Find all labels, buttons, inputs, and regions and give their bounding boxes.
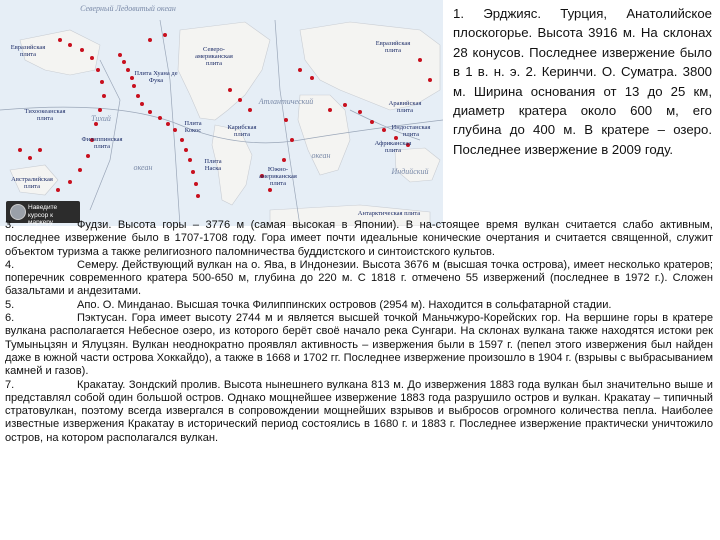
- label-philippine-plate: Филиппинская плита: [81, 136, 123, 150]
- label-atlantic-ocean: Атлантический: [258, 97, 314, 106]
- volcano-item-number: 5.: [5, 298, 15, 311]
- volcano-item-text: Апо. О. Минданао. Высшая точка Филиппинских островов (2954 м). Находится в сольфатарной стадии.: [77, 298, 612, 311]
- side-paragraph: 1. Эрджияс. Турция, Анатолийское плоскогорье. Высота 3916 м. На склонах 28 конусов. Последнее извержение было в 1 в. н. э. 2. Керинчи. О. Суматра. 3800 м. Ширина основания от 13 до 25 км, диаметр кратера около 600 м, его глубина до 400 м. В кратере – озеро. Последнее извержение в 2009 году.: [453, 6, 712, 157]
- label-north-american-plate: Северо-американская плита: [195, 46, 233, 67]
- volcano-item-number: 7.: [5, 378, 15, 391]
- tooltip-text: Наведите курсор к маркеру: [28, 204, 58, 226]
- label-pacific-plate: Тихоокеанская плита: [24, 108, 66, 122]
- volcano-item-number: 3.: [5, 219, 15, 231]
- label-eurasian-plate-right: Евразийская плита: [375, 40, 411, 54]
- volcano-item-text: Пэктусан. Гора имеет высоту 2744 м и является высшей точкой Маньчжуро-Корейских гор. На вершине горы в кратере вулкана располагается Небесное озеро, из которого берёт своё начало река Сунгари. На склонах вулкана также находятся истоки рек Тумыньцзян и Ялуцзян. Вулкан неоднократно проявлял активность – извержения были в 1597 г. (пепел этого извержения был найден даже в южной части острова Хоккайдо), а также в 1668 и 1702 гг. Последнее извержение произошло в 1904 г. (взрывы с выбрасыванием камней и газов).: [5, 312, 713, 378]
- side-text-block: [453, 4, 712, 159]
- volcano-item-number: 6.: [5, 312, 15, 325]
- label-antarctic-plate: Антарктическая плита: [357, 210, 421, 217]
- volcano-item-number: 4.: [5, 258, 15, 271]
- label-caribbean-plate: Карибская плита: [227, 124, 257, 138]
- label-indian-ocean: Индийский: [391, 167, 429, 176]
- label-arabian-plate: Аравийская плита: [388, 100, 422, 114]
- label-australian-plate: Австралийская плита: [11, 176, 53, 190]
- volcano-item: [5, 259, 713, 299]
- label-african-plate: Африканская плита: [374, 140, 412, 154]
- volcano-item: [5, 312, 713, 378]
- volcano-item: [5, 379, 713, 445]
- label-ocean-word-2: океан: [133, 163, 153, 172]
- label-arctic-ocean: Северный Ледовитый океан: [80, 4, 176, 13]
- volcano-item-text: Кракатау. Зондский пролив. Высота нынешнего вулкана 813 м. До извержения 1883 года вулкан был значительно выше и представлял собой один большой остров. Однако мощнейшее извержение 1883 года разрушило остров и вулкан. Кракатау – типичный стратовулкан, поэтому всегда извергался в сопровождении мощнейших взрывов и выбросов огромного количества пепла. Наиболее известные извержения Кракатау в исторический период состоялись в 1680 г. и 1883 г. Последнее извержение практически уничтожило остров, на котором располагался вулкан.: [5, 378, 713, 444]
- label-eurasian-plate-left: Евразийская плита: [10, 44, 46, 58]
- volcano-item: [5, 219, 713, 259]
- label-cocos-plate: Плита Кокос: [184, 120, 202, 134]
- label-ocean-word: океан: [311, 151, 331, 160]
- label-nazca-plate: Плита Наска: [204, 158, 222, 172]
- label-indo-australian-plate: Индостанская плита: [391, 124, 431, 138]
- tectonic-plates-map: [0, 0, 443, 226]
- cursor-marker-icon: [10, 204, 26, 220]
- volcano-list: [5, 219, 713, 445]
- label-juan-de-fuca-plate: Плита Хуана де Фука: [134, 70, 178, 84]
- volcano-item-text: Фудзи. Высота горы – 3776 м (самая высокая в Японии). В на-стоящее время вулкан считается слабо активным, последнее извержение было в 1707-1708 году. Гора имеет почти идеальные конические очертания и считается священной, служит объектом туризма а также религиозного паломничества буддистского и синтоистского культов.: [5, 219, 713, 258]
- volcano-item: [5, 299, 713, 312]
- volcano-item-text: Семеру. Действующий вулкан на о. Ява, в Индонезии. Высота 3676 м (высшая точка острова), имеет несколько кратеров; поперечник современного кратера 500-650 м, глубина до 220 м. С 1818 г. отмечено 55 извержений (последнее в 1972 г.). Сложен базальтами и андезитами.: [5, 258, 713, 298]
- label-south-american-plate: Южно-американская плита: [259, 166, 297, 187]
- label-pacific-ocean: Тихий: [91, 114, 111, 123]
